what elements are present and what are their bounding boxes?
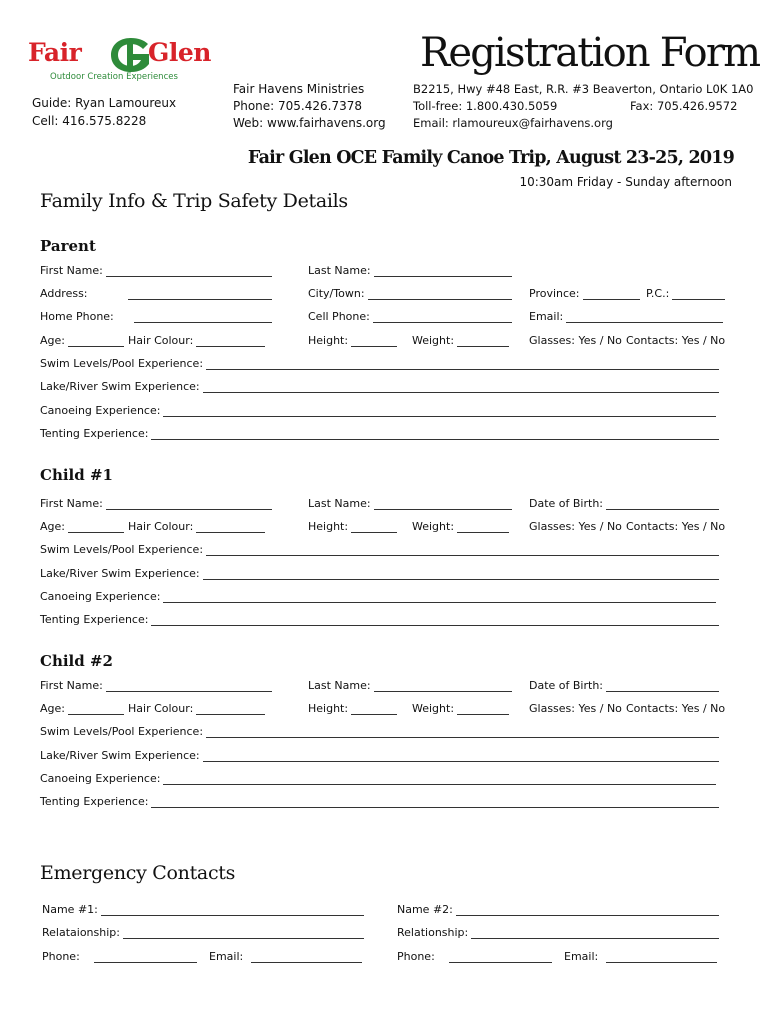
parent-height: Height: [308, 334, 397, 347]
child1-first-name: First Name: [40, 497, 272, 510]
emergency-relationship2-field[interactable] [471, 927, 719, 939]
org-name: Fair Havens Ministries [233, 82, 365, 96]
parent-city: City/Town: [308, 287, 512, 300]
child2-age-field[interactable] [68, 703, 124, 715]
parent-glasses[interactable]: Glasses: Yes / No [529, 334, 622, 347]
parent-cell-phone: Cell Phone: [308, 310, 512, 323]
parent-address-field[interactable] [128, 288, 272, 300]
child1-last-name-field[interactable] [374, 498, 512, 510]
emergency-phone2: Phone: [397, 950, 552, 963]
child2-dob: Date of Birth: [529, 679, 719, 692]
org-email: Email: rlamoureux@fairhavens.org [413, 116, 613, 130]
parent-home-phone: Home Phone: [40, 310, 272, 323]
emergency-relationship2: Relationship: [397, 926, 719, 939]
child1-lake-field[interactable] [203, 568, 719, 580]
org-web: Web: www.fairhavens.org [233, 116, 386, 130]
child2-first-name-field[interactable] [106, 680, 272, 692]
parent-weight-field[interactable] [457, 335, 509, 347]
guide-cell: Cell: 416.575.8228 [32, 114, 147, 128]
parent-contacts[interactable]: Contacts: Yes / No [626, 334, 726, 347]
parent-weight: Weight: [412, 334, 509, 347]
child2-height: Height: [308, 702, 397, 715]
parent-city-field[interactable] [368, 288, 512, 300]
child1-canoe-field[interactable] [163, 591, 716, 603]
emergency-title: Emergency Contacts [40, 862, 236, 884]
child2-dob-field[interactable] [606, 680, 719, 692]
child2-canoe-field[interactable] [163, 773, 716, 785]
logo-tagline: Outdoor Creation Experiences [50, 72, 178, 82]
parent-age-field[interactable] [68, 335, 124, 347]
child2-lake-field[interactable] [203, 750, 719, 762]
parent-email-field[interactable] [566, 311, 723, 323]
parent-pc-field[interactable] [672, 288, 725, 300]
org-fax: Fax: 705.426.9572 [630, 99, 738, 113]
family-section-title: Family Info & Trip Safety Details [40, 190, 348, 212]
child2-heading: Child #2 [40, 652, 113, 670]
child2-canoe: Canoeing Experience: [40, 772, 716, 785]
child1-first-name-field[interactable] [106, 498, 272, 510]
trip-time: 10:30am Friday - Sunday afternoon [519, 175, 732, 189]
trip-title: Fair Glen OCE Family Canoe Trip, August 23-25, 2019 [247, 148, 734, 168]
logo-word-fair: Fair [28, 38, 82, 67]
logo [28, 36, 213, 86]
parent-province: Province: [529, 287, 640, 300]
parent-address: Address: [40, 287, 272, 300]
parent-hair: Hair Colour: [128, 334, 265, 347]
child2-swim: Swim Levels/Pool Experience: [40, 725, 719, 738]
child1-glasses[interactable]: Glasses: Yes / No [529, 520, 622, 533]
child2-tent: Tenting Experience: [40, 795, 719, 808]
child1-tent-field[interactable] [151, 614, 719, 626]
child1-age: Age: [40, 520, 124, 533]
parent-age: Age: [40, 334, 124, 347]
parent-canoe-field[interactable] [163, 405, 716, 417]
child2-last-name: Last Name: [308, 679, 512, 692]
child1-canoe: Canoeing Experience: [40, 590, 716, 603]
emergency-phone1: Phone: [42, 950, 197, 963]
parent-last-name: Last Name: [308, 264, 512, 277]
emergency-relationship1-field[interactable] [123, 927, 364, 939]
parent-swim: Swim Levels/Pool Experience: [40, 357, 719, 370]
child2-first-name: First Name: [40, 679, 272, 692]
parent-height-field[interactable] [351, 335, 397, 347]
child2-weight-field[interactable] [457, 703, 509, 715]
parent-canoe: Canoeing Experience: [40, 404, 716, 417]
logo-word-glen: Glen [148, 38, 211, 67]
parent-swim-field[interactable] [206, 358, 719, 370]
parent-tent-field[interactable] [151, 428, 719, 440]
emergency-email2: Email: [564, 950, 717, 963]
child1-dob-field[interactable] [606, 498, 719, 510]
parent-heading: Parent [40, 237, 96, 255]
child1-age-field[interactable] [68, 521, 124, 533]
child2-swim-field[interactable] [206, 726, 719, 738]
parent-lake-field[interactable] [203, 381, 719, 393]
parent-pc: P.C.: [646, 287, 725, 300]
parent-province-field[interactable] [583, 288, 640, 300]
child1-swim-field[interactable] [206, 544, 719, 556]
child1-height: Height: [308, 520, 397, 533]
org-phone: Phone: 705.426.7378 [233, 99, 363, 113]
child2-tent-field[interactable] [151, 796, 719, 808]
child1-lake: Lake/River Swim Experience: [40, 567, 719, 580]
parent-lake: Lake/River Swim Experience: [40, 380, 719, 393]
child1-tent: Tenting Experience: [40, 613, 719, 626]
parent-last-name-field[interactable] [374, 265, 512, 277]
parent-tent: Tenting Experience: [40, 427, 719, 440]
child2-age: Age: [40, 702, 124, 715]
child1-hair: Hair Colour: [128, 520, 265, 533]
org-address: B2215, Hwy #48 East, R.R. #3 Beaverton, Ontario L0K 1A0 [413, 82, 754, 96]
parent-first-name: First Name: [40, 264, 272, 277]
parent-hair-field[interactable] [196, 335, 265, 347]
child1-height-field[interactable] [351, 521, 397, 533]
child2-contacts[interactable]: Contacts: Yes / No [626, 702, 726, 715]
parent-email: Email: [529, 310, 723, 323]
emergency-name2-field[interactable] [456, 904, 719, 916]
child1-weight-field[interactable] [457, 521, 509, 533]
child2-height-field[interactable] [351, 703, 397, 715]
child1-heading: Child #1 [40, 466, 113, 484]
emergency-email1: Email: [209, 950, 362, 963]
emergency-phone1-field[interactable] [94, 951, 197, 963]
child2-weight: Weight: [412, 702, 509, 715]
child1-hair-field[interactable] [196, 521, 265, 533]
emergency-phone2-field[interactable] [449, 951, 552, 963]
emergency-name2: Name #2: [397, 903, 719, 916]
form-title: Registration Form [420, 30, 760, 76]
emergency-name1-field[interactable] [101, 904, 364, 916]
parent-cell-phone-field[interactable] [373, 311, 512, 323]
emergency-relationship1: Relataionship: [42, 926, 364, 939]
parent-first-name-field[interactable] [106, 265, 272, 277]
child1-swim: Swim Levels/Pool Experience: [40, 543, 719, 556]
child2-last-name-field[interactable] [374, 680, 512, 692]
child1-last-name: Last Name: [308, 497, 512, 510]
child2-hair-field[interactable] [196, 703, 265, 715]
child2-lake: Lake/River Swim Experience: [40, 749, 719, 762]
child2-glasses[interactable]: Glasses: Yes / No [529, 702, 622, 715]
org-tollfree: Toll-free: 1.800.430.5059 [413, 99, 558, 113]
child1-dob: Date of Birth: [529, 497, 719, 510]
emergency-email2-field[interactable] [606, 951, 717, 963]
guide-name: Guide: Ryan Lamoureux [32, 96, 177, 110]
child1-contacts[interactable]: Contacts: Yes / No [626, 520, 726, 533]
emergency-name1: Name #1: [42, 903, 364, 916]
emergency-email1-field[interactable] [251, 951, 362, 963]
child2-hair: Hair Colour: [128, 702, 265, 715]
child1-weight: Weight: [412, 520, 509, 533]
parent-home-phone-field[interactable] [134, 311, 272, 323]
